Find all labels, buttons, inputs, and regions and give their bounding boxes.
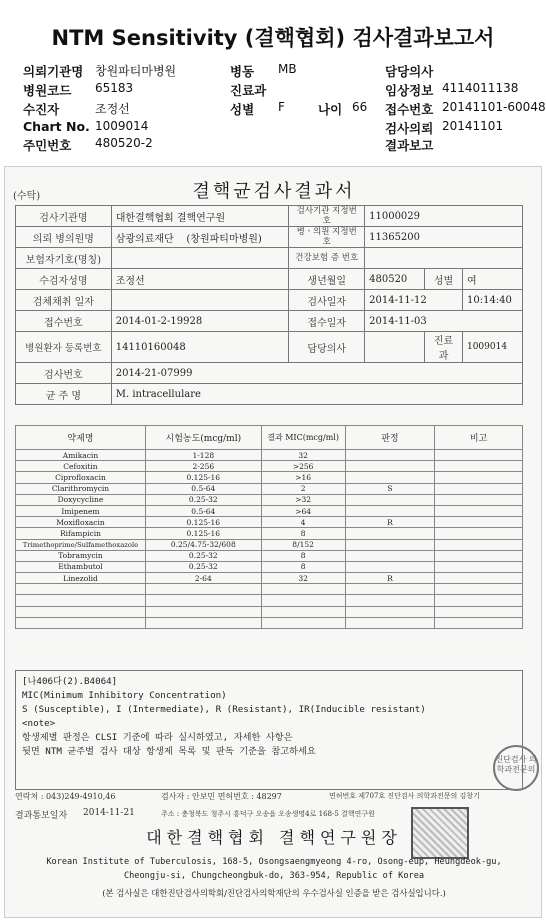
- exam-no-value: 2014-21-07999: [111, 363, 522, 384]
- mic-cell: [261, 617, 345, 628]
- interpretation-cell: [345, 450, 435, 461]
- table-row: [16, 550, 523, 561]
- mic-cell: [261, 595, 345, 606]
- agency-no-value: 11000029: [365, 206, 523, 227]
- range-cell: 2-64: [145, 573, 261, 584]
- label-ward: 병동: [230, 64, 255, 79]
- doctor-value: [365, 332, 425, 363]
- note-line: 항생제별 판정은 CLSI 기준에 따라 실시하였고, 자세한 사항은: [22, 732, 293, 743]
- receipt-date-value: 2014-11-03: [365, 311, 523, 332]
- range-cell: 0.5-64: [145, 483, 261, 494]
- range-cell: 0.25/4.75-32/608: [145, 539, 261, 550]
- remarks-cell: [435, 483, 523, 494]
- requester-sub: (창원파티마병원): [186, 233, 262, 245]
- collection-date-value: [111, 290, 289, 311]
- drug-cell: Imipenem: [16, 505, 146, 516]
- footer-phone: 연락처 : 043)249-4910,46: [15, 792, 116, 801]
- footer-address-kr: 주소 : 충청북도 청주시 흥덕구 오송읍 오송생명4로 168-5 결핵연구원: [161, 810, 375, 818]
- mic-cell: 8: [261, 528, 345, 539]
- table-row: [16, 561, 523, 572]
- species-label: 균 주 명: [16, 384, 112, 405]
- table-row: [16, 517, 523, 528]
- table-row: [16, 483, 523, 494]
- range-cell: 0.125-16: [145, 517, 261, 528]
- remarks-cell: [435, 584, 523, 595]
- interpretation-cell: [345, 461, 435, 472]
- certification-note: (본 검사실은 대한진단검사의학회/진단검사의학재단의 우수검사실 인증을 받은 검사실입니다.): [102, 888, 446, 898]
- header-test-range: 시험농도(mcg/ml): [145, 426, 261, 450]
- document-title: 결핵균검사결과서: [192, 181, 356, 202]
- label-resident-no: 주민번호: [23, 138, 72, 153]
- table-row: [16, 461, 523, 472]
- interpretation-cell: [345, 584, 435, 595]
- label-receipt-no: 접수번호: [385, 102, 434, 117]
- remarks-cell: [435, 528, 523, 539]
- range-cell: 0.5-64: [145, 505, 261, 516]
- consigned-tag: (수탁): [13, 191, 41, 202]
- insurer-value: [111, 248, 289, 269]
- requester-no-label: 병ㆍ의원 지정번호: [289, 227, 365, 248]
- mic-results-table: [15, 425, 523, 629]
- header-remarks: 비고: [435, 426, 523, 450]
- drug-cell: [16, 606, 146, 617]
- remarks-cell: [435, 472, 523, 483]
- institute-name: 대한결핵협회 결핵연구원장: [146, 828, 402, 847]
- insurer-label: 보험자기호(명칭): [16, 248, 112, 269]
- exam-no-label: 검사번호: [16, 363, 112, 384]
- drug-cell: Ciprofloxacin: [16, 472, 146, 483]
- remarks-cell: [435, 505, 523, 516]
- value-clinical-info: 4114011138: [442, 81, 519, 95]
- mic-cell: 4: [261, 517, 345, 528]
- label-patient: 수진자: [23, 102, 60, 117]
- table-row: [16, 472, 523, 483]
- interpretation-cell: [345, 617, 435, 628]
- drug-cell: Clarithromycin: [16, 483, 146, 494]
- drug-cell: [16, 584, 146, 595]
- sex-label: 성별: [425, 269, 463, 290]
- label-clinical-info: 임상정보: [385, 83, 434, 98]
- remarks-cell: [435, 539, 523, 550]
- remarks-cell: [435, 461, 523, 472]
- range-cell: 0.25-32: [145, 561, 261, 572]
- remarks-cell: [435, 573, 523, 584]
- drug-cell: Cefoxitin: [16, 461, 146, 472]
- value-receipt-no: 20141101-60048: [442, 100, 546, 114]
- info-table: [15, 205, 523, 405]
- species-value: M. intracellulare: [111, 384, 522, 405]
- range-cell: [145, 584, 261, 595]
- header-drug: 약제명: [16, 426, 146, 450]
- notes-box: [15, 670, 523, 790]
- collection-date-label: 검체채취 일자: [16, 290, 112, 311]
- range-cell: [145, 595, 261, 606]
- agency-label: 검사기관명: [16, 206, 112, 227]
- interpretation-cell: [345, 539, 435, 550]
- table-row: [16, 573, 523, 584]
- footer-report-date: 2014-11-21: [83, 808, 135, 818]
- interpretation-cell: [345, 550, 435, 561]
- drug-cell: Doxycycline: [16, 494, 146, 505]
- footer-report-date-label: 결과통보일자: [15, 811, 68, 821]
- interpretation-cell: [345, 505, 435, 516]
- test-date-value: 2014-11-12: [365, 290, 463, 311]
- requester-no-value: 11365200: [365, 227, 523, 248]
- footer-license: 면허번호 제707호 진단검사 의학과전문의 김창기: [329, 792, 480, 800]
- value-hospital-code: 65183: [95, 81, 134, 95]
- note-line: 뒷면 NTM 균주별 검사 대상 항생제 목록 및 판독 기준을 참고하세요: [22, 746, 316, 757]
- interpretation-cell: [345, 472, 435, 483]
- drug-cell: [16, 617, 146, 628]
- agency-value: 대한결핵협회 결핵연구원: [111, 206, 289, 227]
- value-chart-no: 1009014: [95, 119, 149, 133]
- range-cell: 0.125-16: [145, 528, 261, 539]
- note-line: [나406다(2).B4064]: [22, 676, 118, 687]
- mic-cell: 32: [261, 573, 345, 584]
- mic-cell: >16: [261, 472, 345, 483]
- mic-cell: >32: [261, 494, 345, 505]
- remarks-cell: [435, 617, 523, 628]
- dept-label: 진료과: [425, 332, 463, 363]
- header-interpretation: 판정: [345, 426, 435, 450]
- value-patient: 조정선: [95, 102, 130, 116]
- drug-cell: Trimethoprime/Sulfamethoxazole: [16, 539, 146, 550]
- remarks-cell: [435, 595, 523, 606]
- drug-cell: Ethambutol: [16, 561, 146, 572]
- table-row: [16, 450, 523, 461]
- label-result-report: 결과보고: [385, 138, 434, 153]
- receipt-no-value: 2014-01-2-19928: [111, 311, 289, 332]
- label-doctor: 담당의사: [385, 64, 434, 79]
- note-line: MIC(Minimum Inhibitory Concentration): [22, 690, 227, 701]
- range-cell: 0.25-32: [145, 550, 261, 561]
- address-en-line2: Cheongju-si, Chungcheongbuk-do, 363-954, Republic of Korea: [123, 871, 425, 881]
- remarks-cell: [435, 450, 523, 461]
- mic-cell: >64: [261, 505, 345, 516]
- requester-value: 삼광의료재단: [115, 233, 174, 245]
- range-cell: 0.25-32: [145, 494, 261, 505]
- doctor-label: 담당의사: [289, 332, 365, 363]
- mic-cell: 2: [261, 483, 345, 494]
- mic-cell: >256: [261, 461, 345, 472]
- value-requesting-hospital: 창원파티마병원: [95, 64, 177, 78]
- mic-cell: [261, 584, 345, 595]
- mic-table-body: [16, 450, 523, 629]
- label-requesting-hospital: 의뢰기관명: [23, 64, 84, 79]
- requester-cell: [111, 227, 289, 248]
- label-age: 나이: [318, 102, 343, 117]
- interpretation-cell: [345, 494, 435, 505]
- drug-cell: [16, 595, 146, 606]
- drug-cell: Moxifloxacin: [16, 517, 146, 528]
- label-hospital-code: 병원코드: [23, 83, 72, 98]
- subject-name-label: 수검자성명: [16, 269, 112, 290]
- table-row: [16, 494, 523, 505]
- remarks-cell: [435, 494, 523, 505]
- test-time-value: 10:14:40: [462, 290, 522, 311]
- header-mic: 결과 MIC(mcg/ml): [261, 426, 345, 450]
- mic-cell: 32: [261, 450, 345, 461]
- drug-cell: Tobramycin: [16, 550, 146, 561]
- dob-label: 생년월일: [289, 269, 365, 290]
- interpretation-cell: [345, 528, 435, 539]
- requester-label: 의뢰 병의원명: [16, 227, 112, 248]
- report-title: NTM Sensitivity (결핵협회) 검사결과보고서: [51, 26, 495, 50]
- note-line: S (Susceptible), I (Intermediate), R (Resistant), IR(Inducible resistant): [22, 704, 426, 715]
- footer-tester: 검사자 : 안보민 면허번호 : 48297: [161, 792, 282, 801]
- interpretation-cell: R: [345, 573, 435, 584]
- table-row: [16, 606, 523, 617]
- range-cell: 2-256: [145, 461, 261, 472]
- report-header: [0, 0, 546, 158]
- interpretation-cell: S: [345, 483, 435, 494]
- interpretation-cell: [345, 606, 435, 617]
- address-en-line1: Korean Institute of Tuberculosis, 168-5, Osongsaengmyeong 4-ro, Osong-eup, Heungdeok-gu,: [46, 857, 502, 867]
- range-cell: 1-128: [145, 450, 261, 461]
- patient-reg-label: 병원환자 등록번호: [16, 332, 112, 363]
- scanned-result-document: [4, 166, 542, 918]
- interpretation-cell: [345, 595, 435, 606]
- dept-value: 1009014: [462, 332, 522, 363]
- sex-value: 여: [462, 269, 522, 290]
- interpretation-cell: [345, 561, 435, 572]
- subject-name-value: 조정선: [111, 269, 289, 290]
- note-line: <note>: [22, 718, 56, 729]
- label-chart-no: Chart No.: [23, 119, 90, 134]
- remarks-cell: [435, 561, 523, 572]
- table-row: [16, 595, 523, 606]
- mic-cell: 8/152: [261, 539, 345, 550]
- drug-cell: Amikacin: [16, 450, 146, 461]
- value-resident-no: 480520-2: [95, 136, 153, 150]
- value-request-date: 20141101: [442, 119, 504, 133]
- dob-value: 480520: [365, 269, 425, 290]
- receipt-date-label: 접수일자: [289, 311, 365, 332]
- remarks-cell: [435, 550, 523, 561]
- test-date-label: 검사일자: [289, 290, 365, 311]
- agency-no-label: 검사기관 지정번호: [289, 206, 365, 227]
- interpretation-cell: R: [345, 517, 435, 528]
- health-no-value: [365, 248, 523, 269]
- label-sex: 성별: [230, 102, 255, 117]
- mic-cell: [261, 606, 345, 617]
- drug-cell: Rifampicin: [16, 528, 146, 539]
- label-request-date: 검사의뢰: [385, 121, 434, 136]
- label-department: 진료과: [230, 83, 267, 98]
- mic-cell: 8: [261, 550, 345, 561]
- value-ward: MB: [278, 62, 297, 76]
- range-cell: [145, 617, 261, 628]
- remarks-cell: [435, 517, 523, 528]
- value-sex: F: [278, 100, 285, 114]
- range-cell: 0.125-16: [145, 472, 261, 483]
- health-no-label: 건강보험 증 번호: [289, 248, 365, 269]
- receipt-no-label: 접수번호: [16, 311, 112, 332]
- table-row: [16, 528, 523, 539]
- table-row: [16, 617, 523, 628]
- patient-reg-value: 14110160048: [111, 332, 289, 363]
- remarks-cell: [435, 606, 523, 617]
- table-row: [16, 539, 523, 550]
- table-row: [16, 584, 523, 595]
- value-age: 66: [352, 100, 368, 114]
- certification-seal: 진단검사 의학과전문의: [493, 745, 539, 791]
- range-cell: [145, 606, 261, 617]
- mic-cell: 8: [261, 561, 345, 572]
- drug-cell: Linezolid: [16, 573, 146, 584]
- table-row: [16, 505, 523, 516]
